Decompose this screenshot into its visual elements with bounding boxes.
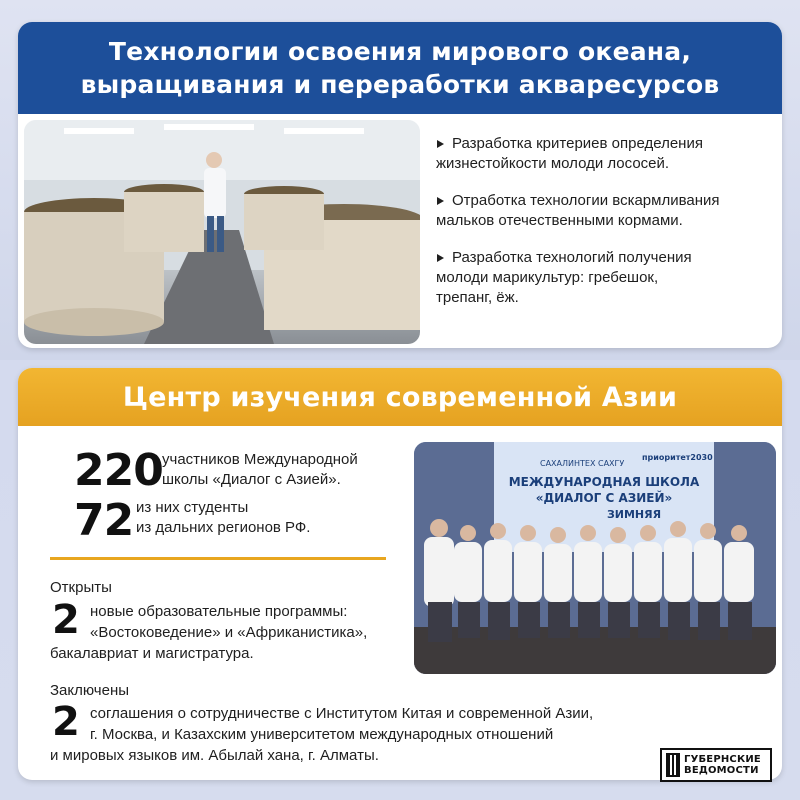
stat-students-text [136,498,310,538]
stat-text-line: из них студенты [136,499,249,516]
dialog-with-asia-photo [414,442,776,674]
asia-center-header [18,368,782,426]
aquaculture-bullet-list [436,134,768,325]
concluded-number: 2 [52,699,79,745]
bullet-text-line: Отработка технологии вскармливания [452,192,720,209]
bullet-item [436,134,768,174]
bullet-item [436,248,768,308]
opened-text-line3: бакалавриат и магистратура. [50,645,254,662]
opened-text-line2: «Востоковедение» и «Африканистика», [90,624,368,641]
logo-mark-icon [666,753,680,777]
opened-text-line1: новые образовательные программы: [90,603,348,620]
stat-text-line: школы «Диалог с Азией». [162,471,341,488]
aquaculture-title-line1: Технологии освоения мирового океана, [108,37,692,66]
logo-line2: ВЕДОМОСТИ [684,765,759,776]
opened-number: 2 [52,597,79,643]
bullet-text-line: трепанг, ёж. [436,289,519,306]
concluded-text-line1: соглашения о сотрудничестве с Институтом Китая и современной Азии, [90,705,594,722]
bullet-text-line: мальков отечественными кормами. [436,212,683,229]
bullet-text-line: Разработка критериев определения [452,135,703,152]
banner-sponsor2: приоритет2030 [642,453,713,462]
concluded-label: Заключены [50,682,130,699]
banner-sponsor1: САХАЛИНТЕХ САХГУ [540,459,625,468]
stat-students-number: 72 [74,495,134,546]
logo-text [684,754,761,776]
banner-line3: ЗИМНЯЯ [606,508,662,521]
banner-line2: «ДИАЛОГ С АЗИЕЙ» [535,491,673,505]
fish-tanks-photo [24,120,420,344]
gubernskie-vedomosti-logo [660,748,772,782]
bullet-text-line: Разработка технологий получения [452,249,692,266]
banner-line1: МЕЖДУНАРОДНАЯ ШКОЛА [508,475,700,489]
concluded-text-line2: г. Москва, и Казахским университетом международных отношений [90,726,554,743]
concluded-text-line3: и мировых языков им. Абылай хана, г. Алматы. [50,747,379,764]
stat-text-line: участников Международной [162,451,358,468]
school-group-illustration [414,442,776,674]
fish-tanks-illustration [24,120,420,344]
bullet-text-line: молоди марикультур: гребешок, [436,269,659,286]
asia-center-title: Центр изучения современной Азии [122,381,678,413]
aquaculture-title-line2: выращивания и переработки акваресурсов [80,70,720,99]
stat-participants-text [162,450,358,490]
bullet-item [436,191,768,231]
stat-text-line: из дальних регионов РФ. [136,519,311,536]
bullet-text-line: жизнестойкости молоди лососей. [436,155,670,172]
opened-label: Открыты [50,579,112,596]
logo-line1: ГУБЕРНСКИЕ [684,754,761,765]
section-divider [50,557,386,560]
aquaculture-header [18,22,782,114]
stat-participants-number: 220 [74,445,163,496]
